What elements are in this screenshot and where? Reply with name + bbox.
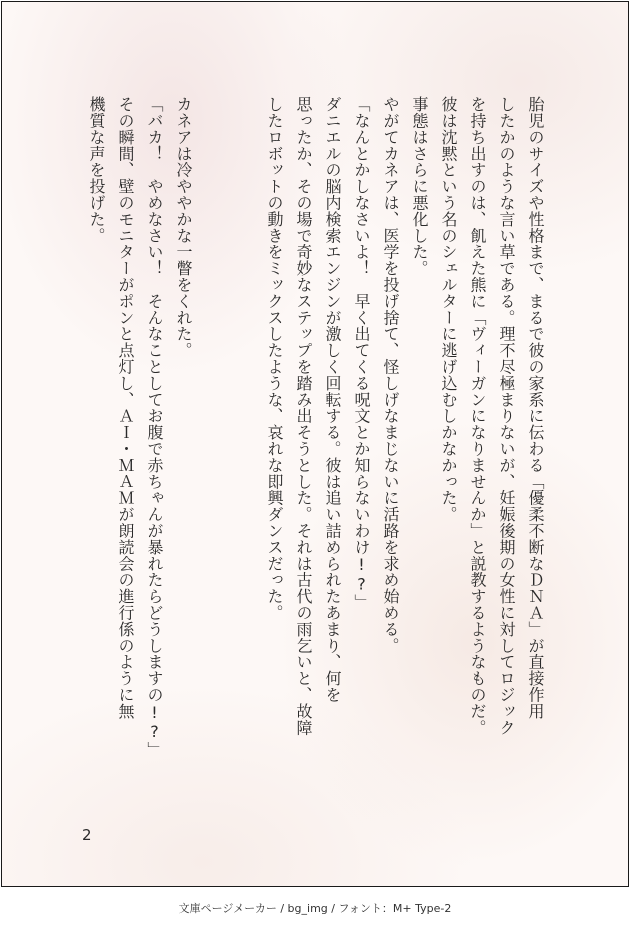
- footer-credit: 文庫ページメーカー / bg_img / フォント：M+ Type-2: [178, 902, 452, 915]
- paragraph-2: 事態はさらに悪化した。 やがてカネアは、医学を投げ捨て、怪しげなまじないに活路を求め始める。 「なんとかしなさいよ！ 早く出てくる呪文とか知らないわけ!?」 ダニエルの脳内検索エンジンが激しく回転する。彼は追い詰められたあまり、何を 思ったか、その場で奇妙なステップを踏み出そうとした。それは古代の雨乞いと、故障 したロボットの動きをミックスしたような、哀れな即興ダンスだった。: [265, 96, 429, 736]
- paragraph-3: カネアは冷ややかな一瞥をくれた。 「バカ！ やめなさい！ そんなことしてお腹で赤ちゃんが暴れたらどうしますの!?」 その瞬間、壁のモニターがポンと点灯し、ＡＩ・ＭＡＭが朗読会の進行係のように無 機質な声を投げた。: [87, 96, 193, 758]
- page-number: 2: [82, 826, 92, 844]
- book-page: [1, 1, 629, 887]
- paragraph-1: 胎児のサイズや性格まで、まるで彼の家系に伝わる「優柔不断なＤＮＡ」が直接作用 したかのような言い草である。理不尽極まりないが、妊娠後期の女性に対してロジック を持ち出すのは、飢えた熊に「ヴィーガンになりませんか」と説教するようなものだ。 彼は沈黙という名のシェルターに逃げ込むしかなかった。: [439, 96, 545, 736]
